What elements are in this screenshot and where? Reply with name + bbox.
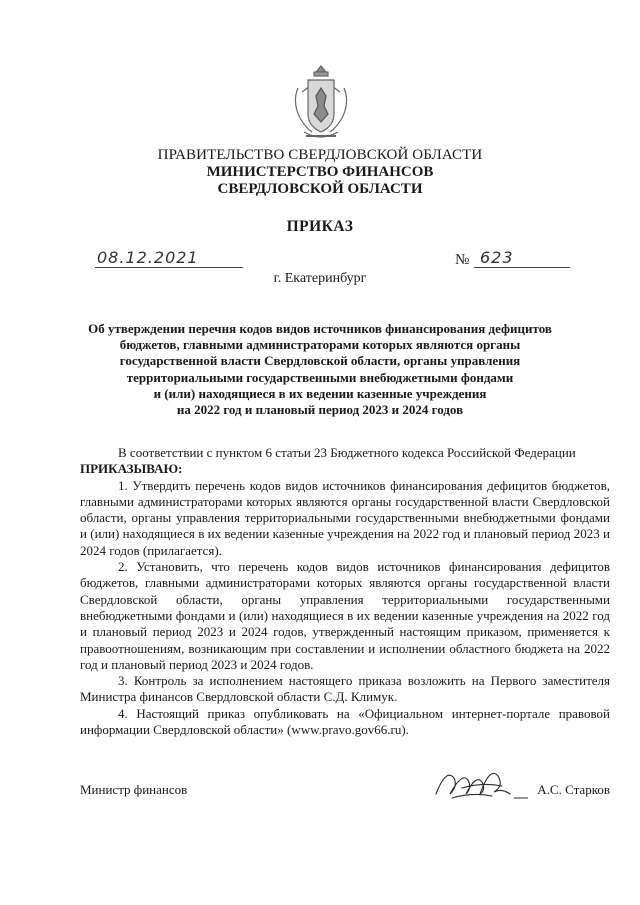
order-word: ПРИКАЗЫВАЮ: (80, 461, 183, 477)
coat-of-arms-emblem (290, 62, 352, 144)
handwritten-date: 08.12.2021 (97, 248, 199, 267)
city-line: г. Екатеринбург (273, 271, 367, 286)
intro-paragraph: В соответствии с пунктом 6 статьи 23 Бюджетного кодекса Российской Федерации (118, 445, 576, 460)
document-body (80, 445, 610, 738)
document-title (80, 321, 560, 418)
handwritten-number: 623 (480, 248, 514, 267)
ministry-name-line2: СВЕРДЛОВСКОЙ ОБЛАСТИ (217, 181, 423, 197)
date-field (95, 247, 243, 268)
item-3-paragraph: 3. Контроль за исполнением настоящего приказа возложить на Первого заместителя Министра финансов Свердловской области С.Д. Климук. (80, 673, 610, 705)
title-line: государственной власти Свердловской области, органы управления (119, 353, 521, 369)
document-type: ПРИКАЗ (286, 218, 354, 235)
title-line: бюджетов, главными администраторами которых являются органы (119, 337, 521, 353)
signatory-position: Министр финансов (80, 782, 188, 797)
number-label: № (455, 252, 470, 268)
signatory-name: А.С. Старков (537, 782, 610, 797)
title-line: Об утверждении перечня кодов видов источников финансирования дефицитов (88, 321, 552, 336)
title-line: на 2022 год и плановый период 2023 и 2024 годов (176, 402, 464, 418)
item-4-paragraph: 4. Настоящий приказ опубликовать на «Официальном интернет-портале правовой информации Свердловской области» (www.pravo.gov66.ru). (80, 705, 610, 738)
government-name: ПРАВИТЕЛЬСТВО СВЕРДЛОВСКОЙ ОБЛАСТИ (157, 147, 483, 163)
item-1-paragraph: 1. Утвердить перечень кодов видов источников финансирования дефицитов бюджетов, главными администраторами которых являются органы государственной власти Свердловской области, органы управления территориальными государственными внебюджетными фондами и (или) находящиеся в их ведении казенные учреждения на 2022 год и плановый период 2023 и 2024 годов (прилагается). (80, 477, 610, 558)
title-line: территориальными государственными внебюджетными фондами (126, 369, 514, 385)
handwritten-signature (432, 758, 532, 808)
ministry-name-line1: МИНИСТЕРСТВО ФИНАНСОВ (206, 164, 434, 180)
number-field (474, 247, 570, 268)
title-line: и (или) находящиеся в их ведении казенные учреждения (153, 385, 487, 401)
item-2-paragraph: 2. Установить, что перечень кодов видов источников финансирования дефицитов бюджетов, главными администраторами которых являются органы государственной власти Свердловской области, органы управления территориальными государственными внебюджетными фондами и (или) находящиеся в их ведении казенные учреждения на 2022 год и плановый период 2023 и 2024 годов, утвержденный настоящим приказом, применяется к правоотношениям, возникающим при составлении и исполнении областного бюджета на 2022 год и плановый период 2023 и 2024 годов. (80, 559, 610, 672)
